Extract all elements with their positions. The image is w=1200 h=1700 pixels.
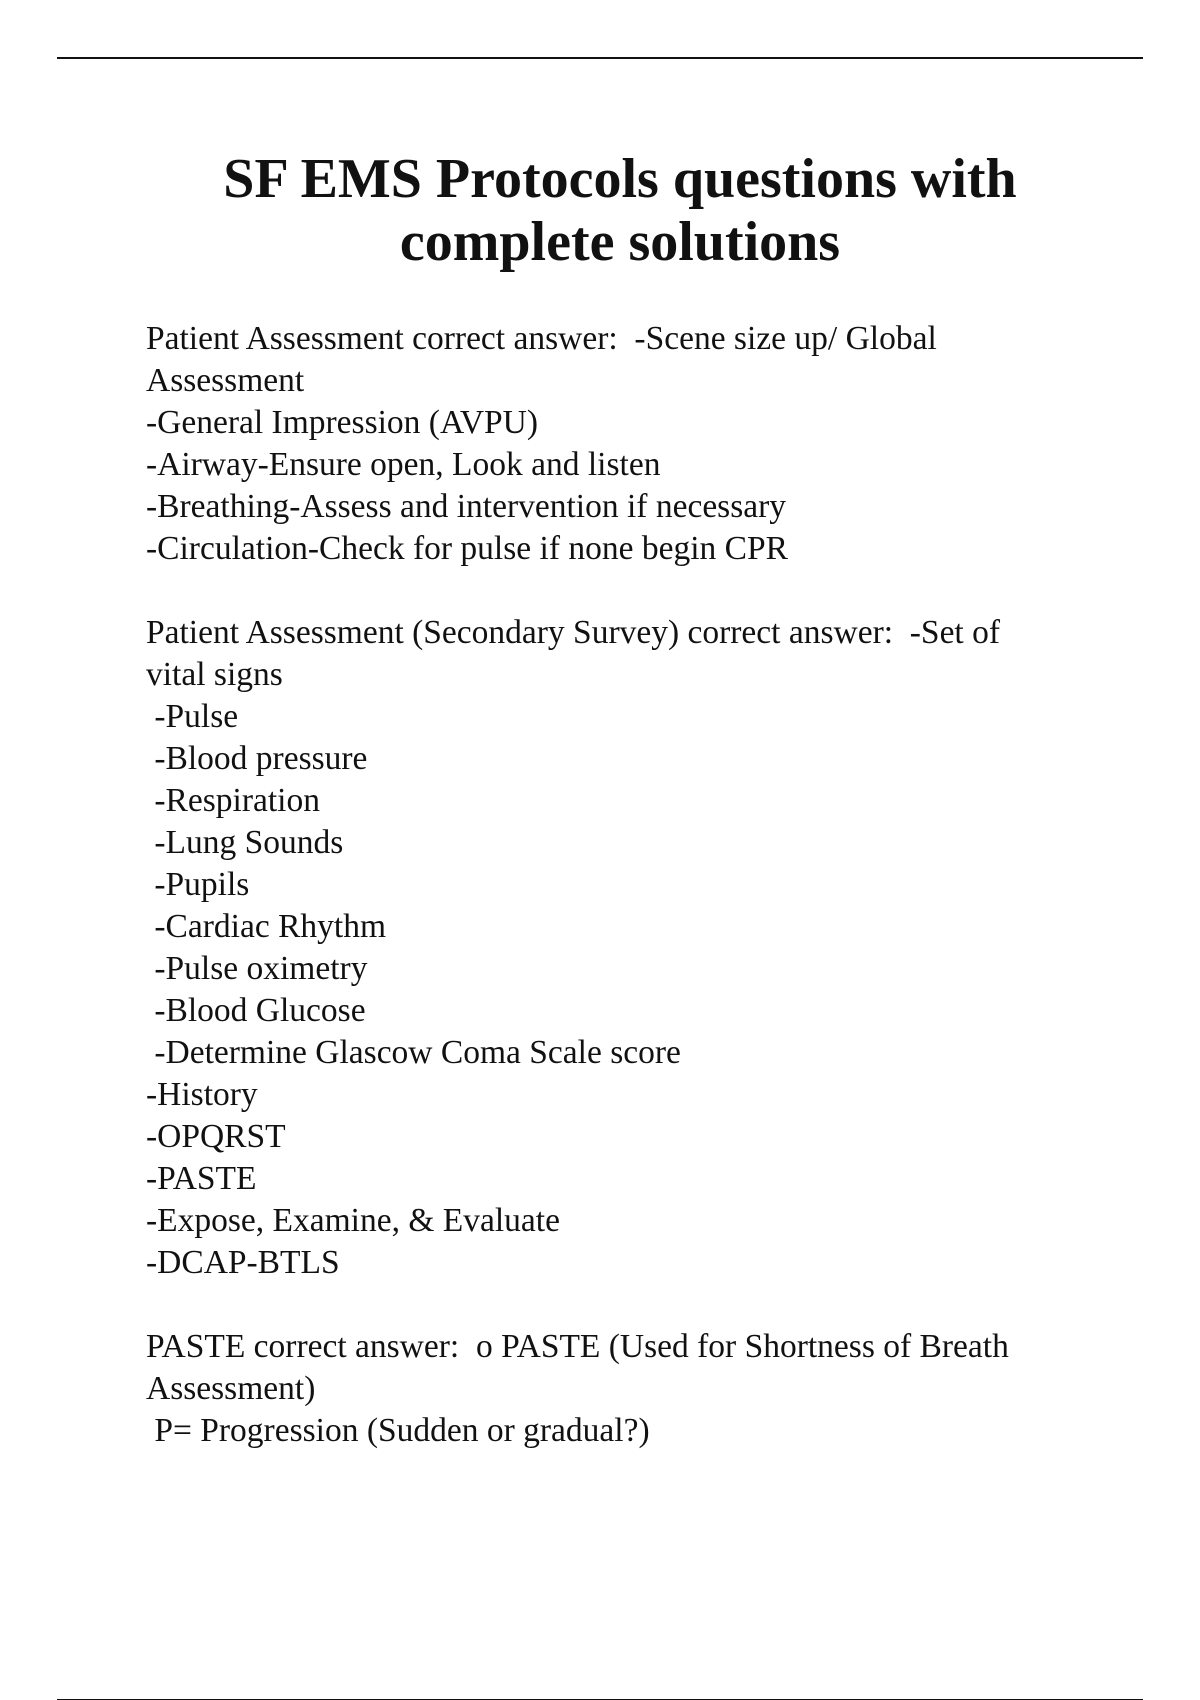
page-title bbox=[100, 148, 1140, 274]
text-line: -Determine Glascow Coma Scale score bbox=[146, 1034, 681, 1071]
text-line: Assessment bbox=[146, 362, 305, 399]
qa-section-secondary-survey bbox=[146, 612, 1146, 1284]
text-line: Patient Assessment correct answer: -Scene size up/ Global bbox=[146, 320, 937, 357]
title-line: SF EMS Protocols questions with bbox=[223, 148, 1017, 210]
text-line: -Circulation-Check for pulse if none begin CPR bbox=[146, 530, 788, 567]
section-gap bbox=[146, 570, 1146, 612]
text-line: -Lung Sounds bbox=[146, 824, 344, 861]
section-gap bbox=[146, 1284, 1146, 1326]
text-line: -History bbox=[146, 1076, 258, 1113]
text-line: -Blood pressure bbox=[146, 740, 368, 777]
top-rule bbox=[57, 57, 1143, 59]
qa-section-paste bbox=[146, 1326, 1146, 1452]
text-line: vital signs bbox=[146, 656, 283, 693]
text-line: -Pulse bbox=[146, 698, 239, 735]
text-line: PASTE correct answer: o PASTE (Used for Shortness of Breath bbox=[146, 1328, 1009, 1365]
text-line: -OPQRST bbox=[146, 1118, 286, 1155]
text-line: -Respiration bbox=[146, 782, 320, 819]
title-line: complete solutions bbox=[399, 211, 841, 273]
text-line: -Blood Glucose bbox=[146, 992, 366, 1029]
text-line: -Airway-Ensure open, Look and listen bbox=[146, 446, 661, 483]
text-line: P= Progression (Sudden or gradual?) bbox=[146, 1412, 650, 1449]
text-line: -Pulse oximetry bbox=[146, 950, 368, 987]
qa-section-patient-assessment bbox=[146, 318, 1146, 570]
text-line: Patient Assessment (Secondary Survey) correct answer: -Set of bbox=[146, 614, 1001, 651]
document-body bbox=[146, 318, 1146, 1452]
text-line: -Pupils bbox=[146, 866, 250, 903]
text-line: -Breathing-Assess and intervention if necessary bbox=[146, 488, 787, 525]
text-line: -General Impression (AVPU) bbox=[146, 404, 538, 441]
text-line: -Expose, Examine, & Evaluate bbox=[146, 1202, 560, 1239]
text-line: Assessment) bbox=[146, 1370, 316, 1407]
text-line: -Cardiac Rhythm bbox=[146, 908, 387, 945]
text-line: -PASTE bbox=[146, 1160, 257, 1197]
text-line: -DCAP-BTLS bbox=[146, 1244, 340, 1281]
